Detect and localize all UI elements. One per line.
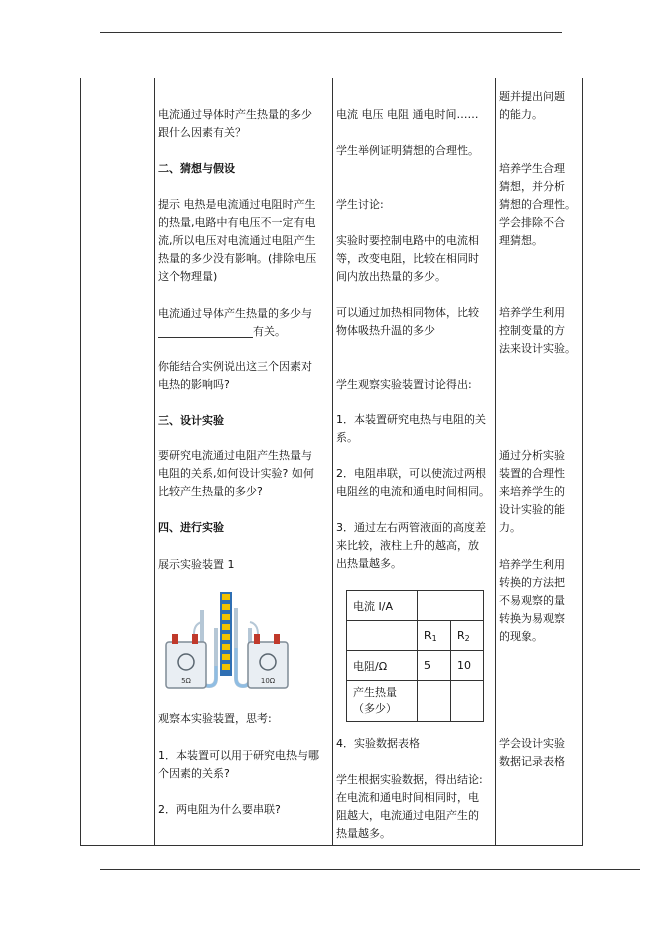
yellow-scale-ruler [220, 592, 232, 676]
question-heat-factors: 电流通过导体时产生热量的多少 跟什么因素有关？ [158, 108, 312, 139]
experiment-apparatus-image [162, 588, 294, 694]
show-apparatus-label: 展示实验装置 1 [158, 558, 235, 571]
cell-r1-header: $R_1$ [418, 621, 451, 651]
cell-empty [347, 621, 418, 651]
hint-paragraph: 提示 电热是电流通过电阻时产生 的热量,电路中有电压不一定有电 流,所以电压对电流通过电阻产生 热量的多少没有影响。(排除电压 这个物理量) [158, 198, 317, 283]
column-divider-1 [154, 78, 155, 846]
cell-resistance-label: 电阻/Ω [347, 651, 418, 681]
think-question-2: 2．两电阻为什么要串联? [158, 803, 281, 816]
goal-control-variables: 培养学生利用 控制变量的方 法来设计实验。 [499, 306, 576, 355]
fill-in-blank-sentence: 电流通过导体产生热量的多少与 有关。 [158, 307, 312, 338]
point-1: 1．本装置研究电热与电阻的关 系。 [336, 413, 486, 444]
point-4: 4．实验数据表格 [336, 737, 420, 750]
goal-design-ability: 通过分析实验 装置的合理性 来培养学生的 设计实验的能 力。 [499, 449, 565, 534]
observe-prompt: 观察本实验装置，思考: [158, 712, 272, 725]
cell-current-label: 电流 I/A [347, 591, 418, 621]
think-question-1: 1．本装置可以用于研究电热与哪 个因素的关系? [158, 749, 319, 780]
point-3: 3．通过左右两管液面的高度差 来比较，液柱上升的越高，放 出热量越多。 [336, 521, 486, 570]
resistor-label-10: 10Ω [260, 677, 276, 685]
section-experiment-heading: 四、进行实验 [158, 521, 224, 534]
table-border-right [582, 78, 583, 846]
student-conclusion: 学生根据实验数据，得出结论: 在电流和通电时间相同时，电 阻越大，电流通过电阻产生的 热量越多。 [336, 773, 483, 840]
table-row [347, 621, 484, 651]
footer-rule [100, 869, 640, 870]
point-2: 2．电阻串联，可以使流过两根 电阻丝的电流和通电时间相同。 [336, 467, 490, 498]
column-divider-3 [495, 78, 496, 846]
cell-resistance-r1: 5 [418, 651, 451, 681]
goal-raise-questions: 题并提出问题 的能力。 [499, 90, 565, 121]
section-hypothesis-heading: 二、猜想与假设 [158, 162, 235, 175]
cell-current-value [418, 591, 484, 621]
goal-conversion-method: 培养学生利用 转换的方法把 不易观察的量 转换为易观察 的现象。 [499, 558, 565, 643]
cell-resistance-r2: 10 [451, 651, 484, 681]
table-row [347, 591, 484, 621]
factors-list: 电流 电压 电阻 通电时间…… [336, 108, 479, 121]
heating-method-text: 可以通过加热相同物体，比较 物体吸热升温的多少 [336, 306, 479, 337]
goal-reasonable-guess: 培养学生合理 猜想，并分析 猜想的合理性。 学会排除不合 理猜想。 [499, 162, 576, 247]
cell-heat-r2 [451, 681, 484, 722]
cell-heat-r1 [418, 681, 451, 722]
table-row [347, 681, 484, 722]
cell-heat-label: 产生热量 （多少） [347, 681, 418, 722]
control-variable-text: 实验时要控制电路中的电流相 等，改变电阻，比较在相同时 间内放出热量的多少。 [336, 234, 479, 283]
design-question: 要研究电流通过电阻产生热量与 电阻的关系,如何设计实验? 如何 比较产生热量的多少? [158, 449, 314, 498]
column-divider-2 [332, 78, 333, 846]
table-row [347, 651, 484, 681]
student-discuss: 学生讨论: [336, 198, 384, 211]
data-record-table [346, 590, 484, 722]
table-border-left [80, 78, 81, 846]
student-cite-examples: 学生举例证明猜想的合理性。 [336, 144, 479, 157]
answer-blank [158, 325, 253, 338]
section-design-heading: 三、设计实验 [158, 414, 224, 427]
goal-data-table: 学会设计实验 数据记录表格 [499, 737, 565, 768]
cell-r2-header: $R_2$ [451, 621, 484, 651]
question-examples: 你能结合实例说出这三个因素对 电热的影响吗? [158, 360, 312, 391]
student-observe-conclude: 学生观察实验装置讨论得出: [336, 378, 472, 391]
header-rule [100, 32, 562, 33]
resistor-label-5: 5Ω [181, 677, 191, 685]
